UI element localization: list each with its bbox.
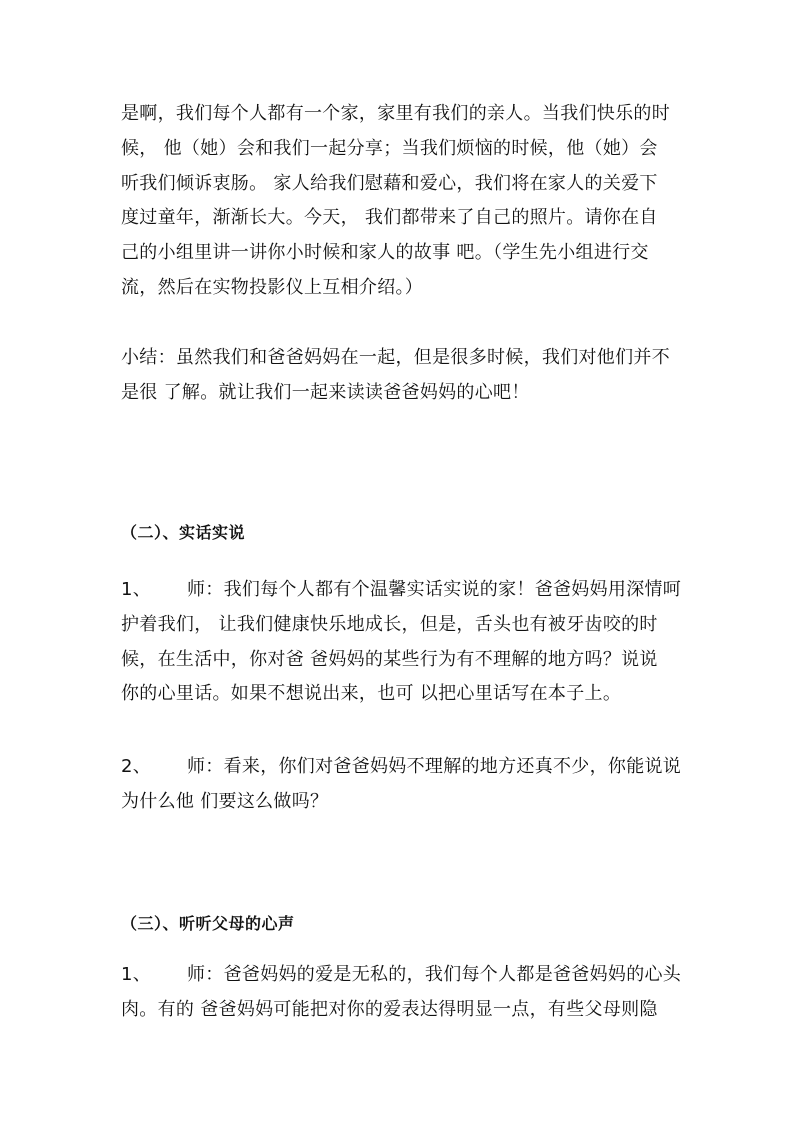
intro-line: 度过童年，渐渐长大。今天， 我们都带来了自己的照片。请你在自 — [121, 207, 658, 229]
item-text: 师：我们每个人都有个温馨实话实说的家！爸爸妈妈用深情呵 — [187, 579, 682, 600]
item-line: 你的心里话。如果不想说出来，也可 以把心里话写在本子上。 — [121, 683, 622, 705]
item-text: 师：爸爸妈妈的爱是无私的，我们每个人都是爸爸妈妈的心头 — [187, 964, 682, 985]
section-2-item-2 — [121, 750, 681, 820]
item-number: 2、 — [121, 756, 152, 777]
intro-line: 流，然后在实物投影仪上互相介绍。） — [121, 276, 424, 298]
item-text: 师：看来，你们对爸爸妈妈不理解的地方还真不少，你能说说 — [187, 756, 682, 777]
item-first-line — [121, 573, 681, 608]
intro-paragraph — [121, 97, 681, 306]
item-first-line — [121, 750, 681, 785]
summary-line: 是很 了解。就让我们一起来读读爸爸妈妈的心吧！ — [121, 381, 530, 403]
item-line: 候，在生活中，你对爸 爸妈妈的某些行为有不理解的地方吗？说说 — [121, 648, 658, 670]
summary-line: 小结：虽然我们和爸爸妈妈在一起，但是很多时候，我们对他们并不 — [121, 347, 670, 368]
item-number: 1、 — [121, 964, 152, 985]
item-line: 为什么他 们要这么做吗？ — [121, 790, 329, 812]
summary-paragraph — [121, 341, 681, 411]
item-line: 护着我们， 让我们健康快乐地成长，但是，舌头也有被牙齿咬的时 — [121, 613, 658, 635]
intro-line: 己的小组里讲一讲你小时候和家人的故事 吧。（学生先小组进行交 — [121, 242, 649, 264]
item-first-line — [121, 958, 681, 993]
intro-line: 候， 他（她）会和我们一起分享；当我们烦恼的时候，他（她）会 — [121, 137, 658, 159]
section-3-item-1 — [121, 958, 681, 1028]
item-line: 肉。有的 爸爸妈妈可能把对你的爱表达得明显一点，有些父母则隐 — [121, 998, 658, 1020]
section-3-heading: （三）、听听父母的心声 — [121, 914, 295, 933]
intro-line: 听我们倾诉衷肠。 家人给我们慰藉和爱心，我们将在家人的关爱下 — [121, 172, 658, 194]
intro-line: 是啊，我们每个人都有一个家，家里有我们的亲人。当我们快乐的时 — [121, 103, 670, 124]
section-2-item-1 — [121, 573, 681, 712]
item-number: 1、 — [121, 579, 152, 600]
section-2-heading: （二）、实话实说 — [121, 523, 246, 542]
